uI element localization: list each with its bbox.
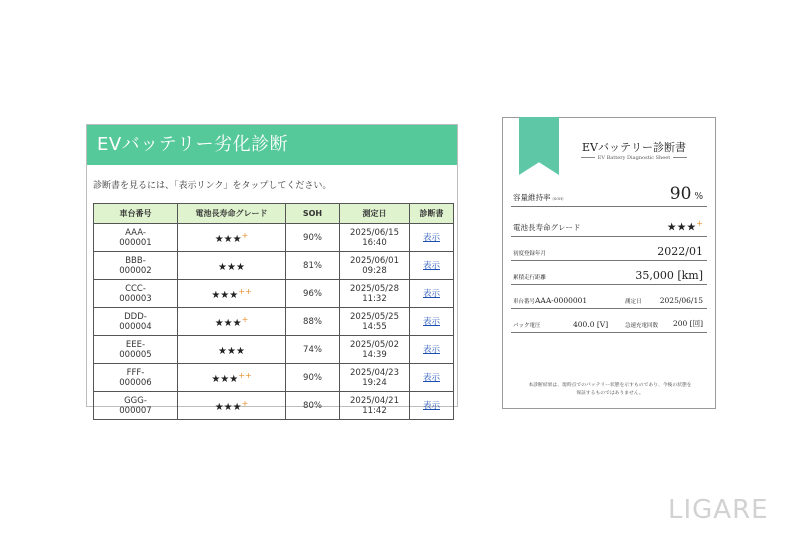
sheet-title: EVバッテリー診断書 (582, 141, 686, 154)
grade-cell (178, 308, 286, 336)
sheet-cell (410, 280, 454, 308)
soh-cell: 88% (286, 308, 340, 336)
capacity-unit: % (694, 192, 703, 202)
registration-value: 2022/01 (657, 245, 703, 258)
show-sheet-link[interactable]: 表示 (422, 344, 440, 355)
show-sheet-link[interactable]: 表示 (422, 260, 440, 271)
sheet-subtitle: EV Battery Diagnostic Sheet (569, 155, 699, 161)
soh-cell: 96% (286, 280, 340, 308)
column-header-vin: 車台番号 (94, 204, 178, 224)
sheet-cell (410, 224, 454, 252)
grade-plus: ++ (238, 370, 252, 380)
grade-stars: ★★★ (218, 345, 245, 357)
grade-stars: ★★★ (211, 373, 239, 385)
sheet-cell (410, 336, 454, 364)
table-row (94, 364, 454, 392)
grade-plus: + (241, 314, 249, 324)
soh-cell: 74% (286, 336, 340, 364)
grade-cell (178, 280, 286, 308)
sheet-cell (410, 364, 454, 392)
grade-stars: ★★★ (666, 221, 697, 234)
charge-count-value: 200 [回] (672, 319, 703, 328)
grade-row (511, 210, 707, 237)
column-header-sheet: 診断書 (410, 204, 454, 224)
voltage-value: 400.0 [V] (573, 320, 609, 329)
sheet-cell (410, 308, 454, 336)
diagnostic-sheet (502, 117, 716, 409)
sheet-cell (410, 252, 454, 280)
grade-cell (178, 224, 286, 252)
vin-cell: CCC- 000003 (94, 280, 178, 308)
table-header-row (94, 204, 454, 224)
column-header-grade: 電池長寿命グレード (178, 204, 286, 224)
grade-stars: ★★★ (214, 233, 242, 245)
capacity-row (511, 178, 707, 207)
vin-cell: GGG- 000007 (94, 392, 178, 420)
show-sheet-link[interactable]: 表示 (422, 232, 440, 243)
grade-cell (178, 252, 286, 280)
disclaimer: 本診断結果は、現時点でのバッテリー状態を示すものであり、今後の状態を 保証するものではありません。 (528, 383, 692, 396)
diagnosis-screen (86, 124, 458, 416)
vin-cell: AAA- 000001 (94, 224, 178, 252)
bookmark-ribbon-icon (519, 117, 559, 175)
measure-date-label: 測定日 (625, 299, 642, 305)
soh-cell: 90% (286, 364, 340, 392)
date-cell: 2025/05/25 14:55 (340, 308, 410, 336)
table-row (94, 308, 454, 336)
registration-label: 初度登録年月 (513, 251, 547, 257)
vin-cell: EEE- 000005 (94, 336, 178, 364)
grade-plus: ++ (238, 286, 252, 296)
show-sheet-link[interactable]: 表示 (422, 288, 440, 299)
distance-label: 累積走行距離 (513, 275, 547, 281)
show-sheet-link[interactable]: 表示 (422, 316, 440, 327)
distance-value: 35,000 [km] (635, 269, 703, 282)
voltage-label: パック電圧 (513, 323, 541, 329)
date-cell: 2025/04/23 19:24 (340, 364, 410, 392)
instruction-text: 診断書を見るには、「表示リンク」をタップしてください。 (93, 181, 332, 191)
date-cell: 2025/06/15 16:40 (340, 224, 410, 252)
show-sheet-link[interactable]: 表示 (422, 372, 440, 383)
table-row (94, 392, 454, 420)
column-header-soh: SOH (286, 204, 340, 224)
grade-stars: ★★★ (214, 317, 242, 329)
voltage-charge-row (511, 312, 707, 333)
soh-cell: 90% (286, 224, 340, 252)
grade-plus: + (696, 219, 703, 229)
date-cell: 2025/05/28 11:32 (340, 280, 410, 308)
grade-cell (178, 364, 286, 392)
date-cell: 2025/06/01 09:28 (340, 252, 410, 280)
vin-value: AAA-0000001 (535, 296, 588, 305)
grade-cell (178, 336, 286, 364)
vin-cell: DDD- 000004 (94, 308, 178, 336)
capacity-note: (SOH) (552, 197, 564, 201)
table-row (94, 252, 454, 280)
watermark-logo: LIGARE (668, 495, 769, 525)
capacity-label: 容量維持率 (513, 193, 551, 202)
capacity-value: 90 (669, 184, 692, 204)
grade-plus: + (241, 230, 249, 240)
grade-plus: + (241, 398, 249, 408)
measure-date-value: 2025/06/15 (659, 296, 703, 305)
date-cell: 2025/04/21 11:42 (340, 392, 410, 420)
soh-cell: 80% (286, 392, 340, 420)
grade-cell (178, 392, 286, 420)
vin-cell: FFF- 000006 (94, 364, 178, 392)
vin-date-row (511, 288, 707, 309)
distance-row (511, 264, 707, 285)
sheet-cell (410, 392, 454, 420)
column-header-date: 測定日 (340, 204, 410, 224)
grade-stars: ★★★ (214, 401, 242, 413)
table-row (94, 224, 454, 252)
grade-label: 電池長寿命グレード (513, 223, 581, 232)
table-row (94, 280, 454, 308)
grade-stars: ★★★ (211, 289, 239, 301)
vin-label: 車台番号 (513, 299, 536, 305)
grade-stars: ★★★ (218, 261, 245, 273)
vin-cell: BBB- 000002 (94, 252, 178, 280)
show-sheet-link[interactable]: 表示 (422, 400, 440, 411)
table-row (94, 336, 454, 364)
charge-count-label: 急速充電回数 (625, 323, 659, 329)
registration-row (511, 240, 707, 261)
soh-cell: 81% (286, 252, 340, 280)
date-cell: 2025/05/02 14:39 (340, 336, 410, 364)
diagnosis-table (93, 203, 454, 420)
screen-title: EVバッテリー劣化診断 (87, 125, 457, 165)
